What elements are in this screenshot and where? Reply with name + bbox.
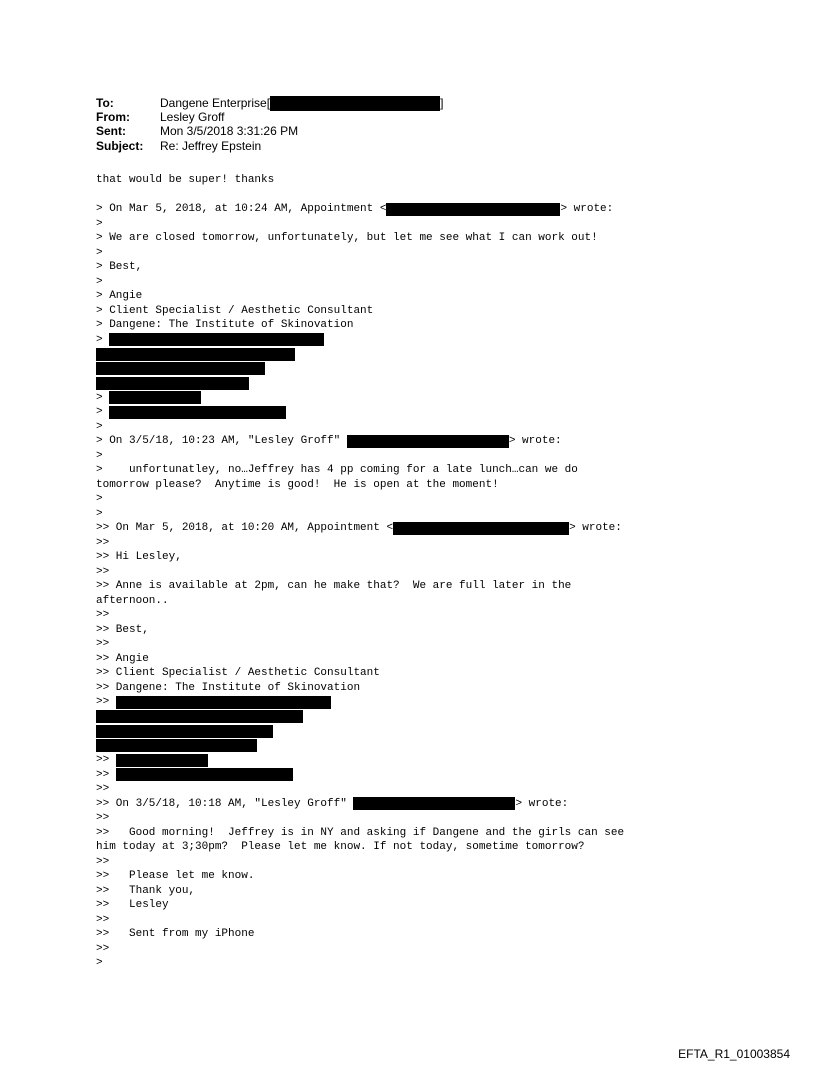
body-text: > On Mar 5, 2018, at 10:24 AM, Appointment < bbox=[96, 203, 387, 215]
redaction-block bbox=[96, 710, 303, 723]
body-text: > wrote: bbox=[515, 797, 569, 810]
redaction-block bbox=[353, 797, 515, 810]
sent-label: Sent: bbox=[96, 124, 126, 139]
body-line: >> bbox=[96, 942, 110, 955]
body-line: >> bbox=[96, 855, 110, 868]
to-value: Dangene Enterprise[ bbox=[160, 96, 271, 110]
body-line: him today at 3;30pm? Please let me know. If not today, sometime tomorrow? bbox=[96, 841, 585, 853]
body-text: > bbox=[96, 406, 110, 418]
quote-header-line bbox=[96, 797, 624, 812]
redaction-block bbox=[393, 522, 569, 535]
quote-header-line bbox=[96, 434, 624, 449]
redacted-line bbox=[96, 739, 624, 754]
body-line: >> bbox=[96, 565, 110, 578]
body-line: > bbox=[96, 217, 103, 230]
sent-value: Mon 3/5/2018 3:31:26 PM bbox=[160, 124, 299, 139]
body-line: >> Thank you, bbox=[96, 884, 196, 897]
body-text: > bbox=[96, 391, 110, 404]
redaction-block bbox=[109, 406, 286, 419]
body-line: tomorrow please? Anytime is good! He is open at the moment! bbox=[96, 478, 499, 491]
body-line: >> Lesley bbox=[96, 899, 169, 911]
body-line: > bbox=[96, 275, 103, 288]
body-line: >> Angie bbox=[96, 652, 149, 665]
email-header bbox=[96, 96, 443, 153]
body-line: >> Sent from my iPhone bbox=[96, 928, 255, 940]
redacted-line bbox=[96, 724, 624, 739]
body-text: >> bbox=[96, 696, 116, 708]
body-text: >> bbox=[96, 768, 116, 781]
redaction-block bbox=[96, 739, 257, 752]
body-line: >> Good morning! Jeffrey is in NY and asking if Dangene and the girls can see bbox=[96, 826, 625, 839]
redaction-block bbox=[116, 696, 331, 709]
body-line: that would be super! thanks bbox=[96, 174, 275, 186]
to-row bbox=[96, 96, 443, 110]
redaction-block bbox=[109, 391, 201, 404]
body-line: >> Please let me know. bbox=[96, 870, 255, 882]
redacted-line bbox=[96, 362, 624, 377]
body-line: > bbox=[96, 507, 103, 520]
body-line: >> bbox=[96, 638, 110, 650]
to-close-bracket: ] bbox=[440, 96, 444, 110]
body-line: > bbox=[96, 449, 103, 462]
redaction-block bbox=[386, 203, 560, 216]
redaction-block bbox=[347, 435, 509, 448]
body-text: > wrote: bbox=[508, 435, 562, 447]
redaction-block bbox=[96, 362, 265, 375]
body-line bbox=[96, 188, 624, 203]
from-label: From: bbox=[96, 110, 130, 125]
body-line: > bbox=[96, 420, 103, 433]
body-line: > unfortunatley, no…Jeffrey has 4 pp coming for a late lunch…can we do bbox=[96, 464, 578, 476]
redacted-line bbox=[96, 376, 624, 391]
body-text: > wrote: bbox=[569, 522, 622, 534]
redacted-line bbox=[96, 695, 624, 710]
body-line: >> Best, bbox=[96, 623, 149, 636]
body-line: >> bbox=[96, 536, 110, 549]
bates-number: EFTA_R1_01003854 bbox=[678, 1047, 790, 1061]
body-text: > bbox=[96, 333, 110, 346]
body-line: >> bbox=[96, 913, 110, 926]
body-line: > Dangene: The Institute of Skinovation bbox=[96, 319, 354, 331]
redaction-block bbox=[96, 348, 295, 361]
redacted-line bbox=[96, 347, 624, 362]
body-text: >> bbox=[96, 754, 116, 766]
redacted-line bbox=[96, 391, 624, 406]
redaction-block bbox=[116, 754, 208, 767]
sent-row bbox=[96, 124, 443, 138]
email-body bbox=[96, 173, 624, 971]
redacted-line bbox=[96, 333, 624, 348]
body-line: >> Dangene: The Institute of Skinovation bbox=[96, 681, 361, 694]
redaction-block bbox=[109, 333, 324, 346]
subject-row bbox=[96, 139, 443, 153]
body-line: afternoon.. bbox=[96, 594, 169, 607]
body-line: > bbox=[96, 246, 103, 259]
redaction-block bbox=[96, 377, 249, 390]
body-line: > bbox=[96, 957, 103, 969]
body-line: >> Anne is available at 2pm, can he make that? We are full later in the bbox=[96, 580, 572, 592]
redaction-block bbox=[116, 768, 293, 781]
body-text: >> On 3/5/18, 10:18 AM, "Lesley Groff" bbox=[96, 797, 354, 810]
redacted-line bbox=[96, 768, 624, 783]
quote-header-line bbox=[96, 202, 624, 217]
body-line: > Client Specialist / Aesthetic Consultant bbox=[96, 304, 374, 317]
subject-value: Re: Jeffrey Epstein bbox=[160, 138, 262, 153]
body-line: >> Hi Lesley, bbox=[96, 551, 182, 563]
body-line: > We are closed tomorrow, unfortunately, but let me see what I can work out! bbox=[96, 232, 598, 244]
from-value: Lesley Groff bbox=[160, 110, 225, 125]
quote-header-line bbox=[96, 521, 624, 536]
body-text: >> On Mar 5, 2018, at 10:20 AM, Appointment < bbox=[96, 522, 394, 534]
from-row bbox=[96, 110, 443, 124]
body-line: >> bbox=[96, 812, 110, 824]
body-text: > wrote: bbox=[560, 203, 614, 215]
body-line: >> Client Specialist / Aesthetic Consultant bbox=[96, 667, 380, 679]
redacted-line bbox=[96, 405, 624, 420]
body-text: > On 3/5/18, 10:23 AM, "Lesley Groff" bbox=[96, 435, 347, 447]
body-line: > Best, bbox=[96, 261, 143, 273]
body-line: >> bbox=[96, 609, 110, 621]
to-label: To: bbox=[96, 96, 114, 110]
redacted-line bbox=[96, 753, 624, 768]
body-line: > Angie bbox=[96, 290, 143, 302]
redacted-line bbox=[96, 710, 624, 725]
body-line: > bbox=[96, 493, 103, 505]
subject-label: Subject: bbox=[96, 138, 144, 153]
body-line: >> bbox=[96, 783, 110, 795]
redaction-block bbox=[96, 725, 273, 738]
redaction-block bbox=[270, 96, 440, 111]
